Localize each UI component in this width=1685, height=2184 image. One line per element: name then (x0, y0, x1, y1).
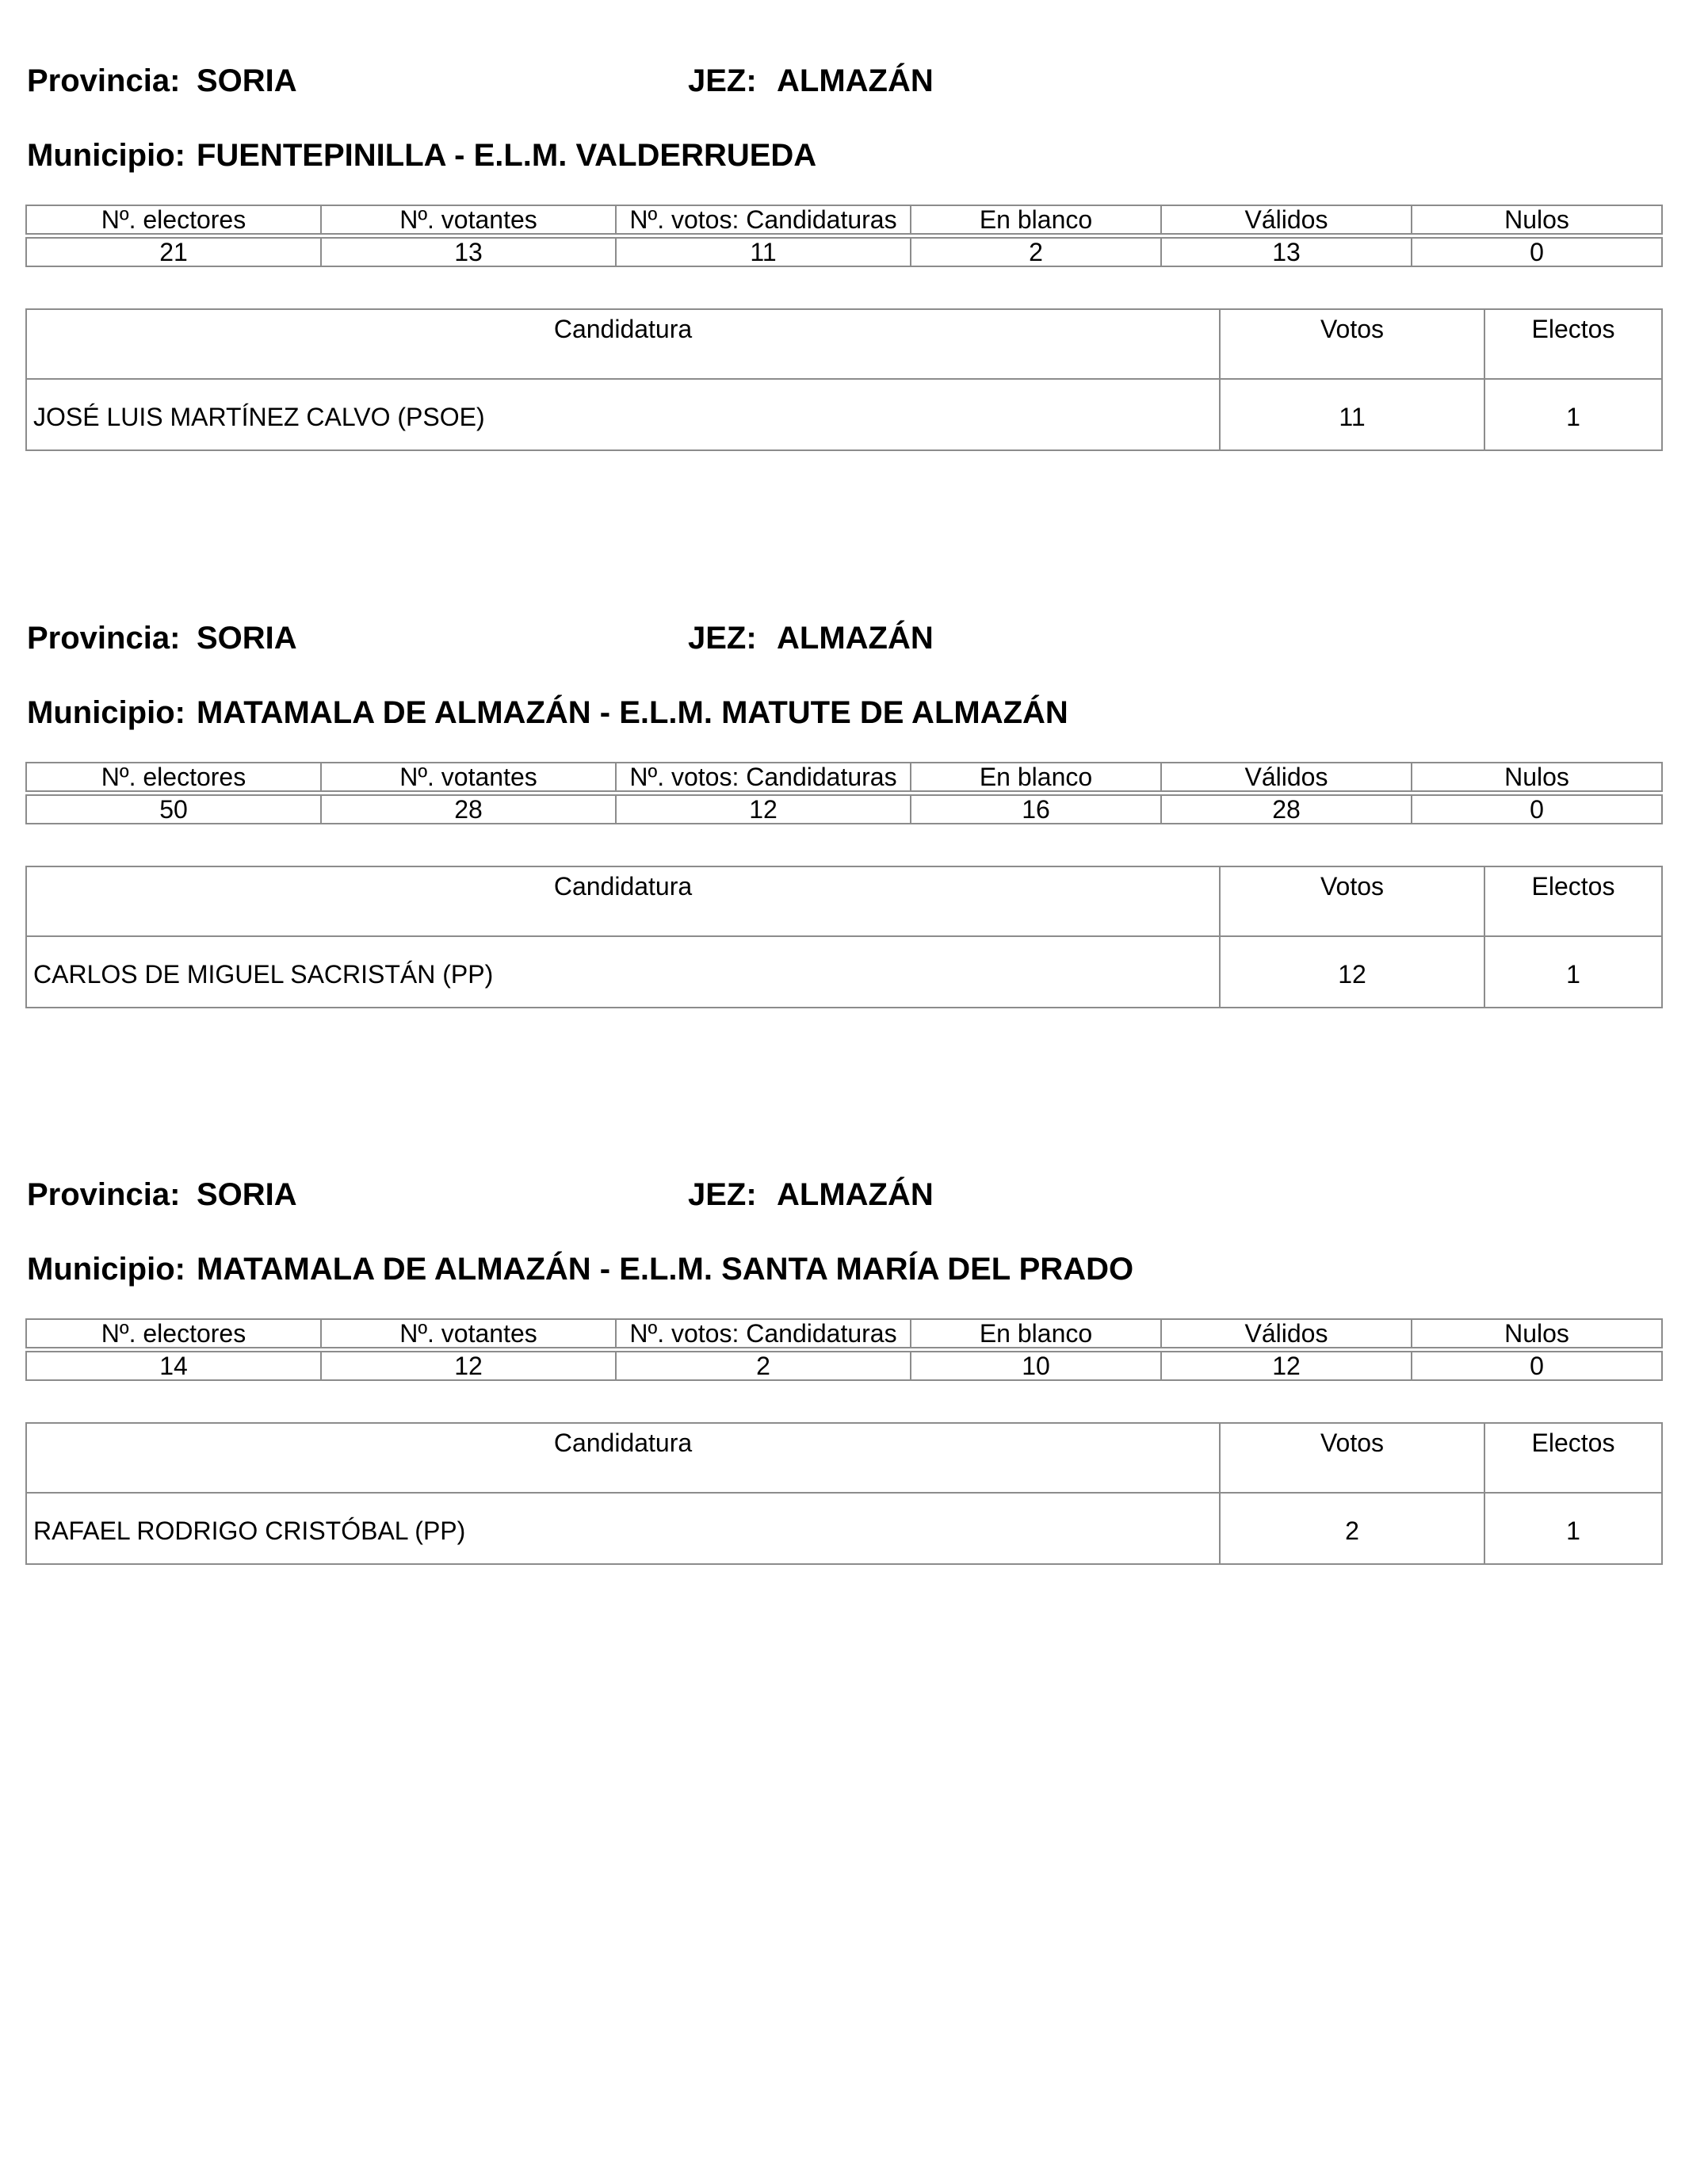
municipio-label: Municipio: (27, 1252, 185, 1287)
provincia-value: SORIA (197, 621, 297, 656)
stats-value: 11 (616, 238, 911, 266)
stats-value: 2 (616, 1352, 911, 1380)
stats-header: Nº. electores (26, 205, 321, 234)
stats-header: Nulos (1412, 1319, 1662, 1348)
candidatura-header: Candidatura (26, 1423, 1220, 1493)
header-line (25, 60, 1661, 101)
stats-header: Nº. votos: Candidaturas (616, 205, 911, 234)
municipio-label: Municipio: (27, 138, 185, 173)
candidate-name: RAFAEL RODRIGO CRISTÓBAL (PP) (26, 1493, 1220, 1564)
stats-header: En blanco (911, 205, 1161, 234)
electos-header: Electos (1484, 1423, 1662, 1493)
candidate-electos: 1 (1484, 1493, 1662, 1564)
table-row (26, 936, 1662, 1008)
municipio-line (27, 692, 1068, 733)
candidate-electos: 1 (1484, 936, 1662, 1008)
stats-table (25, 1318, 1663, 1381)
jez-label: JEZ: (688, 1177, 757, 1212)
stats-header-row (26, 763, 1662, 791)
electos-header: Electos (1484, 309, 1662, 379)
stats-value: 16 (911, 795, 1161, 824)
votos-header: Votos (1220, 309, 1484, 379)
stats-value: 0 (1412, 1352, 1662, 1380)
candidates-header-row (26, 866, 1662, 936)
candidates-header-row (26, 309, 1662, 379)
table-row (26, 379, 1662, 450)
stats-value: 21 (26, 238, 321, 266)
stats-header: Nº. votantes (321, 763, 616, 791)
candidates-table (25, 1422, 1663, 1565)
stats-value-row (26, 795, 1662, 824)
candidate-name: CARLOS DE MIGUEL SACRISTÁN (PP) (26, 936, 1220, 1008)
stats-table (25, 205, 1663, 267)
candidatura-header: Candidatura (26, 866, 1220, 936)
header-line (25, 618, 1661, 659)
candidatura-header: Candidatura (26, 309, 1220, 379)
provincia-label: Provincia: (27, 621, 181, 656)
stats-value: 0 (1412, 795, 1662, 824)
stats-header: En blanco (911, 763, 1161, 791)
stats-value: 10 (911, 1352, 1161, 1380)
candidate-name: JOSÉ LUIS MARTÍNEZ CALVO (PSOE) (26, 379, 1220, 450)
stats-value: 2 (911, 238, 1161, 266)
stats-header: Nº. votos: Candidaturas (616, 763, 911, 791)
provincia-value: SORIA (197, 63, 297, 98)
provincia-value: SORIA (197, 1177, 297, 1212)
provincia-label: Provincia: (27, 1177, 181, 1212)
municipio-label: Municipio: (27, 695, 185, 730)
stats-header: Nulos (1412, 205, 1662, 234)
stats-value: 12 (1161, 1352, 1412, 1380)
stats-header: Válidos (1161, 1319, 1412, 1348)
jez-value: ALMAZÁN (777, 1177, 934, 1212)
stats-header: Válidos (1161, 763, 1412, 791)
stats-table (25, 762, 1663, 824)
municipio-line (27, 135, 816, 176)
municipio-value: MATAMALA DE ALMAZÁN - E.L.M. SANTA MARÍA DEL PRADO (196, 1252, 1134, 1287)
jez-value: ALMAZÁN (777, 63, 934, 98)
stats-header: Nº. electores (26, 1319, 321, 1348)
municipio-value: MATAMALA DE ALMAZÁN - E.L.M. MATUTE DE ALMAZÁN (196, 695, 1068, 730)
stats-value: 13 (1161, 238, 1412, 266)
municipio-value: FUENTEPINILLA - E.L.M. VALDERRUEDA (196, 138, 817, 173)
votos-header: Votos (1220, 1423, 1484, 1493)
stats-value-row (26, 1352, 1662, 1380)
stats-value: 28 (1161, 795, 1412, 824)
stats-header-row (26, 1319, 1662, 1348)
stats-value: 28 (321, 795, 616, 824)
stats-value: 50 (26, 795, 321, 824)
stats-value-row (26, 238, 1662, 266)
votos-header: Votos (1220, 866, 1484, 936)
stats-header: En blanco (911, 1319, 1161, 1348)
stats-header-row (26, 205, 1662, 234)
candidate-votos: 12 (1220, 936, 1484, 1008)
stats-header: Válidos (1161, 205, 1412, 234)
candidates-table (25, 308, 1663, 451)
candidate-votos: 2 (1220, 1493, 1484, 1564)
stats-value: 14 (26, 1352, 321, 1380)
jez-label: JEZ: (688, 63, 757, 98)
candidate-votos: 11 (1220, 379, 1484, 450)
jez-value: ALMAZÁN (777, 621, 934, 656)
stats-header: Nº. votantes (321, 205, 616, 234)
provincia-label: Provincia: (27, 63, 181, 98)
electos-header: Electos (1484, 866, 1662, 936)
stats-value: 0 (1412, 238, 1662, 266)
candidates-table (25, 866, 1663, 1008)
stats-value: 12 (616, 795, 911, 824)
stats-header: Nº. votantes (321, 1319, 616, 1348)
candidates-header-row (26, 1423, 1662, 1493)
stats-header: Nulos (1412, 763, 1662, 791)
header-line (25, 1174, 1661, 1215)
jez-label: JEZ: (688, 621, 757, 656)
stats-header: Nº. votos: Candidaturas (616, 1319, 911, 1348)
municipio-line (27, 1249, 1133, 1290)
stats-value: 12 (321, 1352, 616, 1380)
candidate-electos: 1 (1484, 379, 1662, 450)
table-row (26, 1493, 1662, 1564)
stats-value: 13 (321, 238, 616, 266)
stats-header: Nº. electores (26, 763, 321, 791)
